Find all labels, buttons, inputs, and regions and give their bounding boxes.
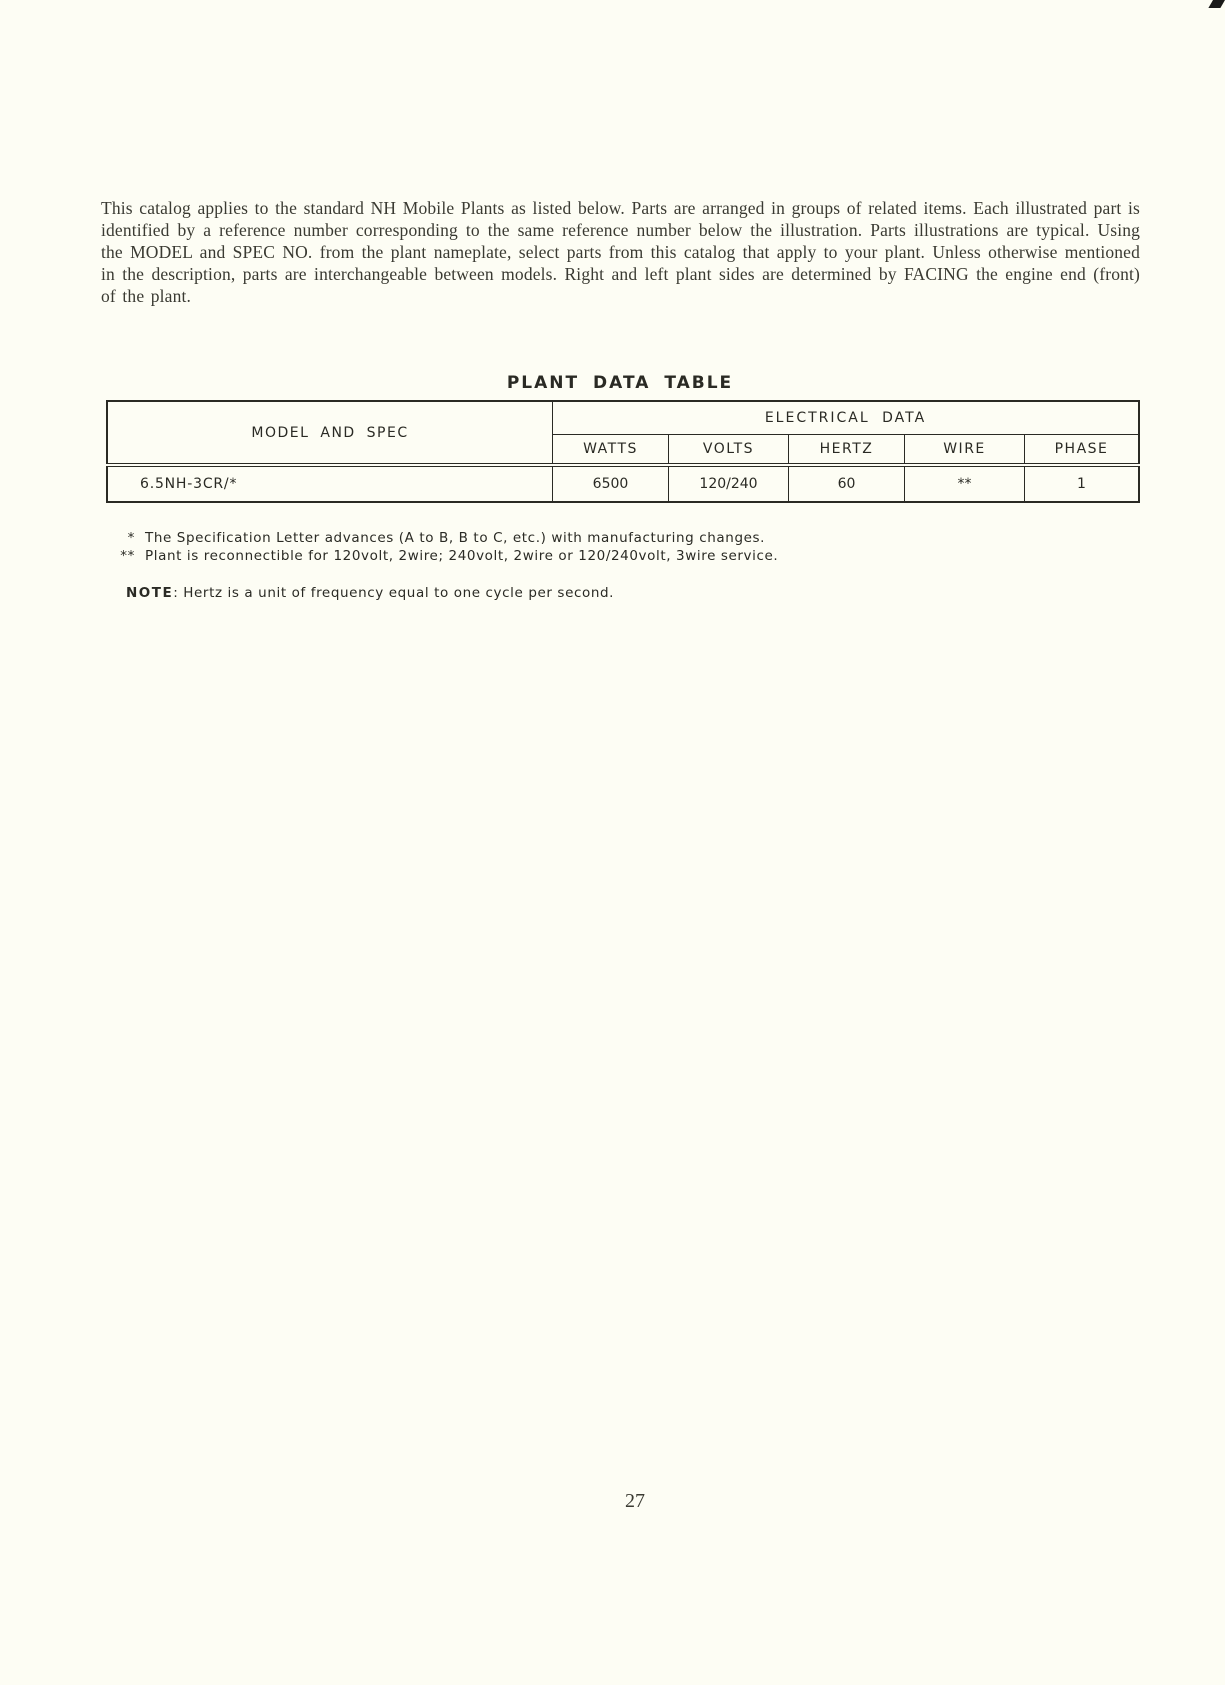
model-and-spec-header: MODEL AND SPEC bbox=[107, 401, 553, 465]
wire-header: WIRE bbox=[905, 435, 1025, 466]
model-cell: 6.5NH-3CR/* bbox=[107, 465, 553, 502]
note-label: NOTE bbox=[126, 585, 174, 601]
plant-data-table bbox=[106, 400, 1140, 503]
hertz-note bbox=[126, 585, 614, 601]
scan-corner-mark bbox=[1208, 0, 1225, 8]
phase-header: PHASE bbox=[1025, 435, 1140, 466]
volts-header: VOLTS bbox=[669, 435, 789, 466]
phase-cell: 1 bbox=[1025, 465, 1140, 502]
wire-cell: ** bbox=[905, 465, 1025, 502]
footnote-mark: ** bbox=[120, 548, 135, 564]
hertz-header: HERTZ bbox=[789, 435, 905, 466]
page-number: 27 bbox=[625, 1490, 645, 1512]
hertz-cell: 60 bbox=[789, 465, 905, 502]
footnote-spec-letter bbox=[115, 529, 778, 547]
electrical-data-header: ELECTRICAL DATA bbox=[553, 401, 1140, 435]
table-title: PLANT DATA TABLE bbox=[506, 373, 734, 393]
footnote-text: The Specification Letter advances (A to B, B to C, etc.) with manufacturing changes. bbox=[145, 530, 766, 546]
table-header-row bbox=[107, 401, 1139, 435]
intro-paragraph: This catalog applies to the standard NH Mobile Plants as listed below. Parts are arranged in groups of related items. Each illustrated part is identified by a reference number corresponding to the same reference number below the illustration. Parts illustrations are typical. Using the MODEL and SPEC NO. from the plant nameplate, select parts from this catalog that apply to your plant. Unless otherwise mentioned in the description, parts are interchangeable between models. Right and left plant sides are determined by FACING the engine end (front) of the plant. bbox=[101, 198, 1140, 306]
volts-cell: 120/240 bbox=[669, 465, 789, 502]
watts-cell: 6500 bbox=[553, 465, 669, 502]
footnotes bbox=[115, 529, 778, 565]
footnote-reconnectible bbox=[115, 547, 778, 565]
watts-header: WATTS bbox=[553, 435, 669, 466]
note-text: : Hertz is a unit of frequency equal to one cycle per second. bbox=[173, 585, 615, 601]
footnote-text: Plant is reconnectible for 120volt, 2wire; 240volt, 2wire or 120/240volt, 3wire service. bbox=[145, 548, 779, 564]
table-row bbox=[107, 465, 1139, 502]
footnote-mark: * bbox=[127, 530, 135, 546]
